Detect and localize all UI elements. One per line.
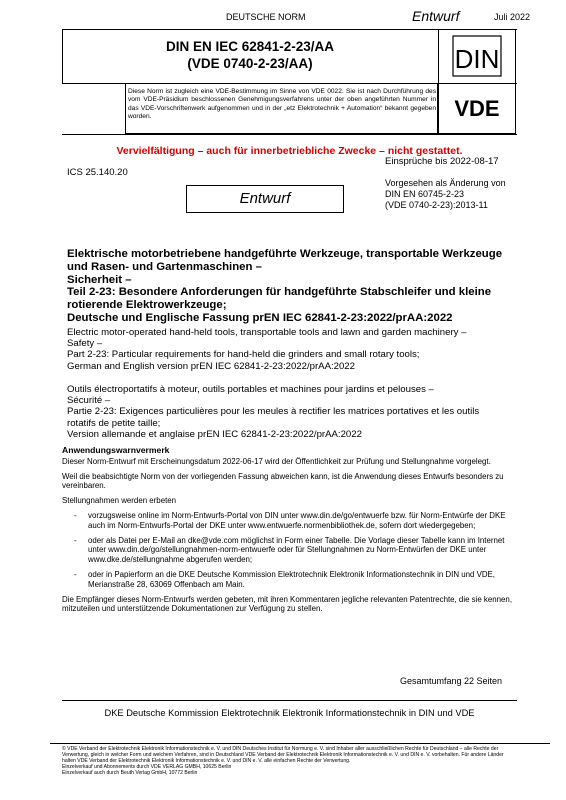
replaces-line: DIN EN 60745-2-23 xyxy=(385,189,465,199)
standard-number xyxy=(62,38,438,72)
dke-line: DKE Deutsche Kommission Elektrotechnik Elektronik Informationstechnik in DIN und VDE xyxy=(104,708,475,718)
replaces-line: (VDE 0740-2-23):2013-11 xyxy=(385,200,488,210)
title-line: Sécurité – xyxy=(67,395,111,407)
title-line: rotatifs de petite taille; xyxy=(67,417,161,429)
title-line: und Rasen- und Gartenmaschinen – xyxy=(67,260,262,273)
vde-logo xyxy=(438,84,516,134)
title-line: Part 2-23: Particular requirements for hand-held die grinders and small rotary tools; xyxy=(67,349,420,361)
application-warning xyxy=(62,446,517,619)
paragraph: Weil die beabsichtigte Norm von der vorliegenden Fassung abweichen kann, ist die Anwendung dieses Entwurfs besonders zu vereinbaren. xyxy=(62,471,504,491)
din-logo-text: DIN xyxy=(454,44,500,74)
draft-box: Entwurf xyxy=(186,185,344,213)
title-line: Sicherheit – xyxy=(67,273,132,286)
title-french xyxy=(67,384,517,440)
norm-label: DEUTSCHE NORM xyxy=(226,12,306,22)
footer-line: Einzelverkauf und Abonnements durch VDE VERLAG GMBH, 10625 Berlin xyxy=(62,764,232,771)
ics-code: ICS 25.140.20 xyxy=(67,167,128,178)
list-item xyxy=(62,570,517,590)
title-line: Elektrische motorbetriebene handgeführte Werkzeuge, transportable Werkzeuge xyxy=(67,248,503,260)
title-line: Deutsche und Englische Fassung prEN IEC 62841-2-23:2022/prAA:2022 xyxy=(67,311,453,324)
total-pages: Gesamtumfang 22 Seiten xyxy=(400,676,503,686)
list-item xyxy=(62,511,517,531)
vde-logo-graphic xyxy=(439,84,515,133)
title-line: Safety – xyxy=(67,338,103,350)
vde-logo-text: VDE xyxy=(454,96,500,121)
standard-din-number: DIN EN IEC 62841-2-23/AA xyxy=(165,39,335,54)
din-logo-graphic xyxy=(439,30,515,83)
paragraph: Stellungnahmen werden erbeten xyxy=(62,496,177,506)
vde-note: Diese Norm ist zugleich eine VDE-Bestimmung im Sinne von VDE 0022. Sie ist nach Durchführung des vom VDE-Präsidium beschlossenen Genehmigungsverfahrens unter der oben angeführten Nummer in das VDE-Vorschriftenwerk aufgenommen und in der „etz Elektrotechnik + Automation“ bekannt gegeben worden. xyxy=(128,88,436,120)
footer-line: Einzelverkauf auch durch Beuth Verlag GmbH, 10772 Berlin xyxy=(62,770,198,777)
list-item-text: oder in Papierform an die DKE Deutsche Kommission Elektrotechnik Elektronik Informationstechnik in DIN und VDE, Merianstraße 28, 63069 Offenbach am Main. xyxy=(88,569,495,589)
issue-date: Juli 2022 xyxy=(494,12,531,22)
divider xyxy=(62,700,517,701)
footer xyxy=(62,746,517,776)
replaces-line: Vorgesehen als Änderung von xyxy=(385,178,506,188)
title-line: Partie 2-23: Exigences particulières pour les meules à rectifier les matrices portatives et les outils xyxy=(67,406,480,418)
divider xyxy=(62,134,517,135)
title-english xyxy=(67,327,517,372)
title-line: rotierende Elektrowerkzeuge; xyxy=(67,299,227,312)
list-dash: - xyxy=(74,569,77,579)
title-line: German and English version prEN IEC 62841-2-23:2022/prAA:2022 xyxy=(67,360,355,372)
paragraph: Dieser Norm-Entwurf mit Erscheinungsdatum 2022-06-17 wird der Öffentlichkeit zur Prüfung und Stellungnahme vorgelegt. xyxy=(62,456,491,466)
reproduction-notice: Vervielfältigung – auch für innerbetriebliche Zwecke – nicht gestattet. xyxy=(116,145,463,157)
replaces-info xyxy=(385,178,506,211)
title-line: Version allemande et anglaise prEN IEC 62841-2-23:2022/prAA:2022 xyxy=(67,428,362,440)
draft-label: Entwurf xyxy=(412,8,460,24)
list-item xyxy=(62,536,517,565)
list-item-text: vorzugsweise online im Norm-Entwurfs-Portal von DIN unter www.din.de/go/entwuerfe bzw. für Norm-Entwürfe der DKE auch im Norm-Entwurfs-Portal der DKE unter www.entwuerfe.normenbibliothek.de, sofern dort wiedergegeben; xyxy=(88,510,506,530)
standard-vde-number: (VDE 0740-2-23/AA) xyxy=(187,56,313,71)
footer-copyright: © VDE Verband der Elektrotechnik Elektronik Informationstechnik e. V. und DIN Deutsches Institut für Normung e. V. sind Inhaber aller ausschließlichen Rechte für Deutschland – alle Rechte der Verwertung, gleich in welcher Form und welchem Verfahren, sind in Deutschland VDE Verband der Elektrotechnik Elektronik Informationstechnik e. V. und DIN e. V. vorbehalten. Für andere Länder halten VDE Verband der Elektrotechnik Elektronik Informationstechnik e. V. und DIN e. V. alle einfachen Rechte der Verwertung. xyxy=(62,746,504,765)
objections-deadline: Einsprüche bis 2022-08-17 xyxy=(385,156,499,167)
title-german xyxy=(67,248,517,325)
list-dash: - xyxy=(74,535,77,545)
list-dash: - xyxy=(74,510,77,520)
paragraph: Die Empfänger dieses Norm-Entwurfs werden gebeten, mit ihren Kommentaren jegliche relevanten Patentrechte, die sie kennen, mitzuteilen und unterstützende Dokumentationen zur Verfügung zu stellen. xyxy=(62,594,513,614)
list-item-text: oder als Datei per E-Mail an dke@vde.com möglichst in Form einer Tabelle. Die Vorlage dieser Tabelle kann im Internet unter www.din.de/go/stellungnahmen-norm-entwuerfe oder für Stellungnahmen zu Norm-Entwürfen der DKE unter www.dke.de/stellungnahme abgerufen werden; xyxy=(88,535,505,565)
application-heading: Anwendungswarnvermerk xyxy=(62,445,170,455)
din-logo xyxy=(438,29,516,84)
divider xyxy=(50,743,550,744)
title-line: Teil 2-23: Besondere Anforderungen für handgeführte Stabschleifer und kleine xyxy=(67,286,492,299)
title-line: Electric motor-operated hand-held tools, transportable tools and lawn and garden machinery – xyxy=(67,327,467,338)
title-line: Outils électroportatifs à moteur, outils portables et machines pour jardins et pelouses – xyxy=(67,384,434,395)
